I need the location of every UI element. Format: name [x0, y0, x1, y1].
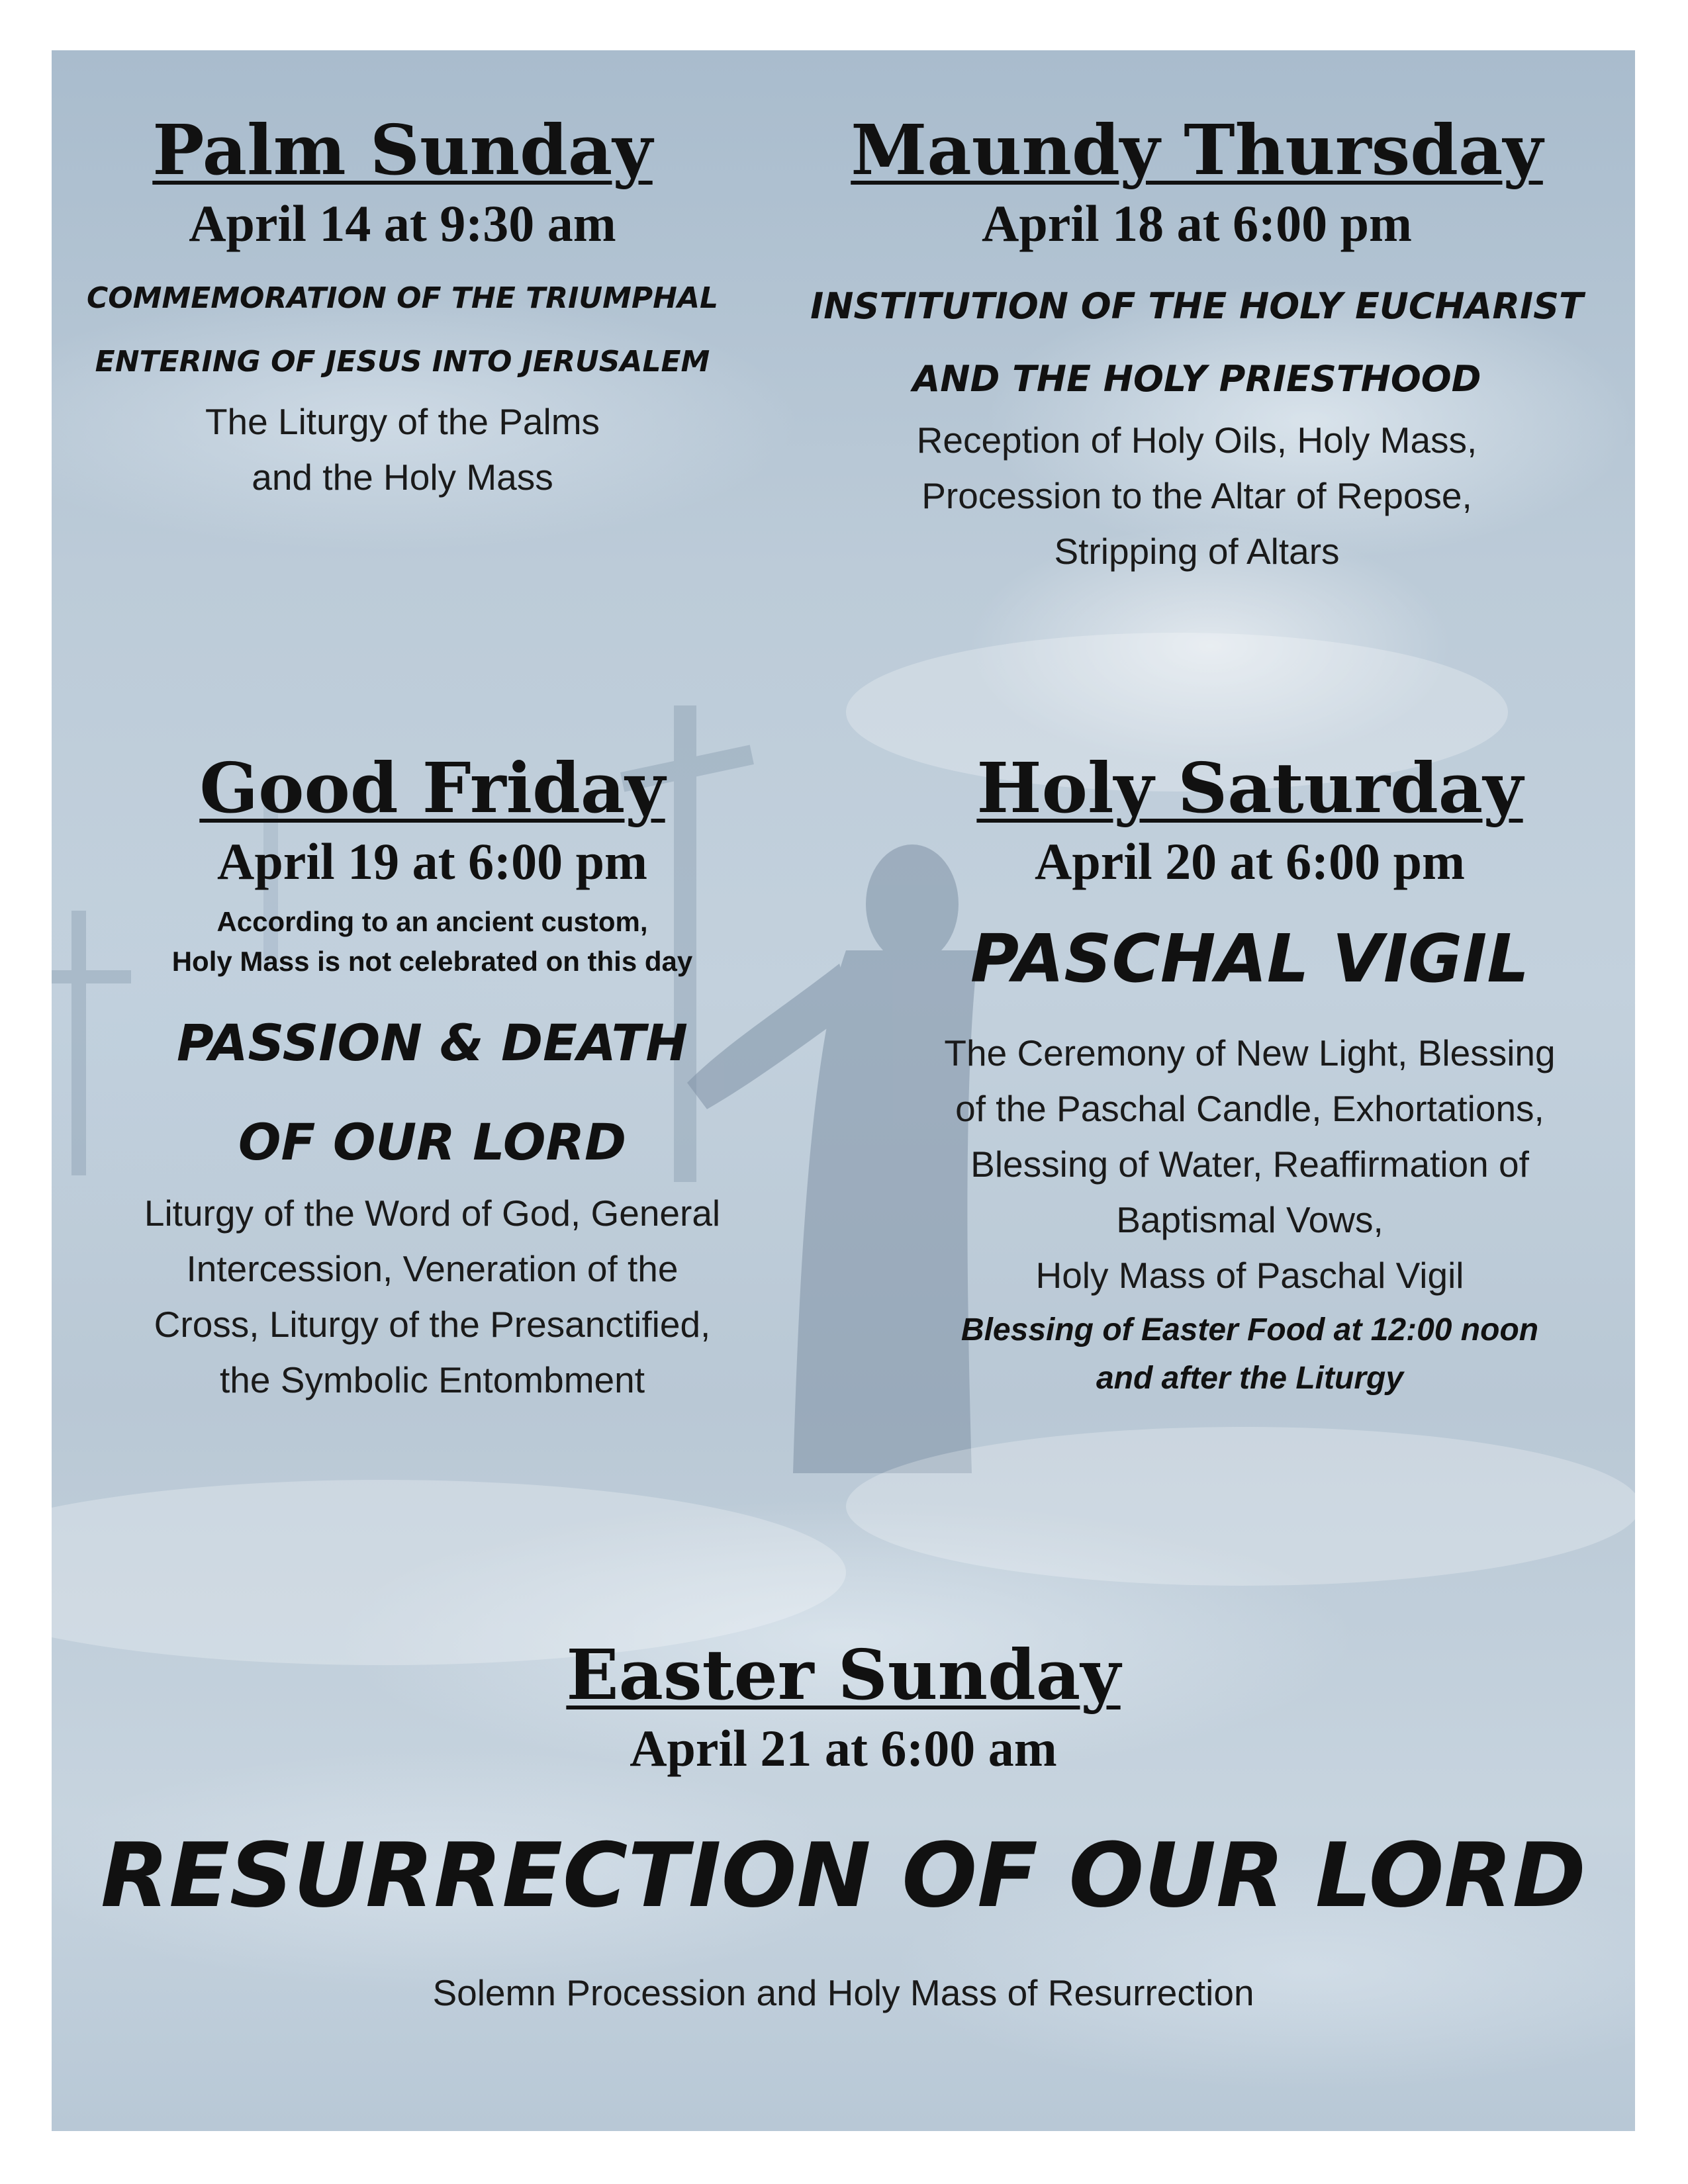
- maundy-thursday-heading: Maundy Thursday: [851, 109, 1543, 191]
- holy-saturday-body-line: The Ceremony of New Light, Blessing: [944, 1032, 1556, 1073]
- good-friday-body-line: Intercession, Veneration of the: [186, 1248, 679, 1289]
- maundy-thursday-body-line: Procession to the Altar of Repose,: [921, 475, 1472, 516]
- palm-sunday-section: [71, 109, 733, 505]
- holy-saturday-note-line: and after the Liturgy: [1096, 1360, 1404, 1396]
- good-friday-subtitle-line: OF OUR LORD: [238, 1112, 627, 1171]
- maundy-thursday-body-line: Stripping of Altars: [1054, 530, 1340, 572]
- palm-sunday-subtitle-line: ENTERING OF JESUS INTO JERUSALEM: [95, 344, 710, 379]
- holy-saturday-section: [899, 747, 1601, 1400]
- palm-sunday-body-line: and the Holy Mass: [252, 456, 553, 498]
- good-friday-note-line: According to an ancient custom,: [216, 905, 648, 937]
- maundy-thursday-body-line: Reception of Holy Oils, Holy Mass,: [916, 419, 1477, 461]
- good-friday-subtitle-line: PASSION & DEATH: [177, 1013, 688, 1072]
- holy-saturday-note-line: Blessing of Easter Food at 12:00 noon: [961, 1312, 1539, 1347]
- easter-sunday-heading: Easter Sunday: [566, 1634, 1121, 1715]
- easter-sunday-date: April 21 at 6:00 am: [630, 1719, 1057, 1778]
- maundy-thursday-section: [780, 109, 1614, 579]
- good-friday-body-line: Liturgy of the Word of God, General: [144, 1192, 721, 1234]
- palm-sunday-subtitle-line: COMMEMORATION OF THE TRIUMPHAL: [86, 281, 719, 315]
- holy-saturday-body-line: Blessing of Water, Reaffirmation of: [970, 1143, 1529, 1185]
- good-friday-body-line: the Symbolic Entombment: [220, 1359, 645, 1400]
- maundy-thursday-date: April 18 at 6:00 pm: [982, 195, 1412, 253]
- good-friday-section: [71, 747, 793, 1408]
- holy-saturday-body-line: Baptismal Vows,: [1116, 1199, 1383, 1240]
- easter-sunday-section: [52, 1634, 1635, 2021]
- holy-saturday-subtitle: PASCHAL VIGIL: [970, 919, 1530, 997]
- good-friday-heading: Good Friday: [199, 747, 665, 829]
- palm-sunday-body-line: The Liturgy of the Palms: [205, 400, 600, 442]
- poster: [52, 50, 1635, 2131]
- easter-sunday-body: Solemn Procession and Holy Mass of Resurrection: [432, 1972, 1254, 2013]
- good-friday-body-line: Cross, Liturgy of the Presanctified,: [154, 1303, 711, 1345]
- maundy-thursday-subtitle-line: AND THE HOLY PRIESTHOOD: [912, 357, 1481, 400]
- palm-sunday-heading: Palm Sunday: [152, 109, 653, 191]
- holy-saturday-date: April 20 at 6:00 pm: [1035, 833, 1465, 891]
- palm-sunday-date: April 14 at 9:30 am: [189, 195, 616, 253]
- holy-saturday-heading: Holy Saturday: [976, 747, 1523, 829]
- good-friday-date: April 19 at 6:00 pm: [217, 833, 647, 891]
- holy-saturday-body-line: Holy Mass of Paschal Vigil: [1035, 1254, 1464, 1296]
- holy-saturday-body-line: of the Paschal Candle, Exhortations,: [955, 1087, 1544, 1129]
- maundy-thursday-subtitle-line: INSTITUTION OF THE HOLY EUCHARIST: [810, 285, 1583, 327]
- easter-sunday-subtitle: RESURRECTION OF OUR LORD: [101, 1823, 1586, 1927]
- good-friday-note-line: Holy Mass is not celebrated on this day: [171, 945, 693, 977]
